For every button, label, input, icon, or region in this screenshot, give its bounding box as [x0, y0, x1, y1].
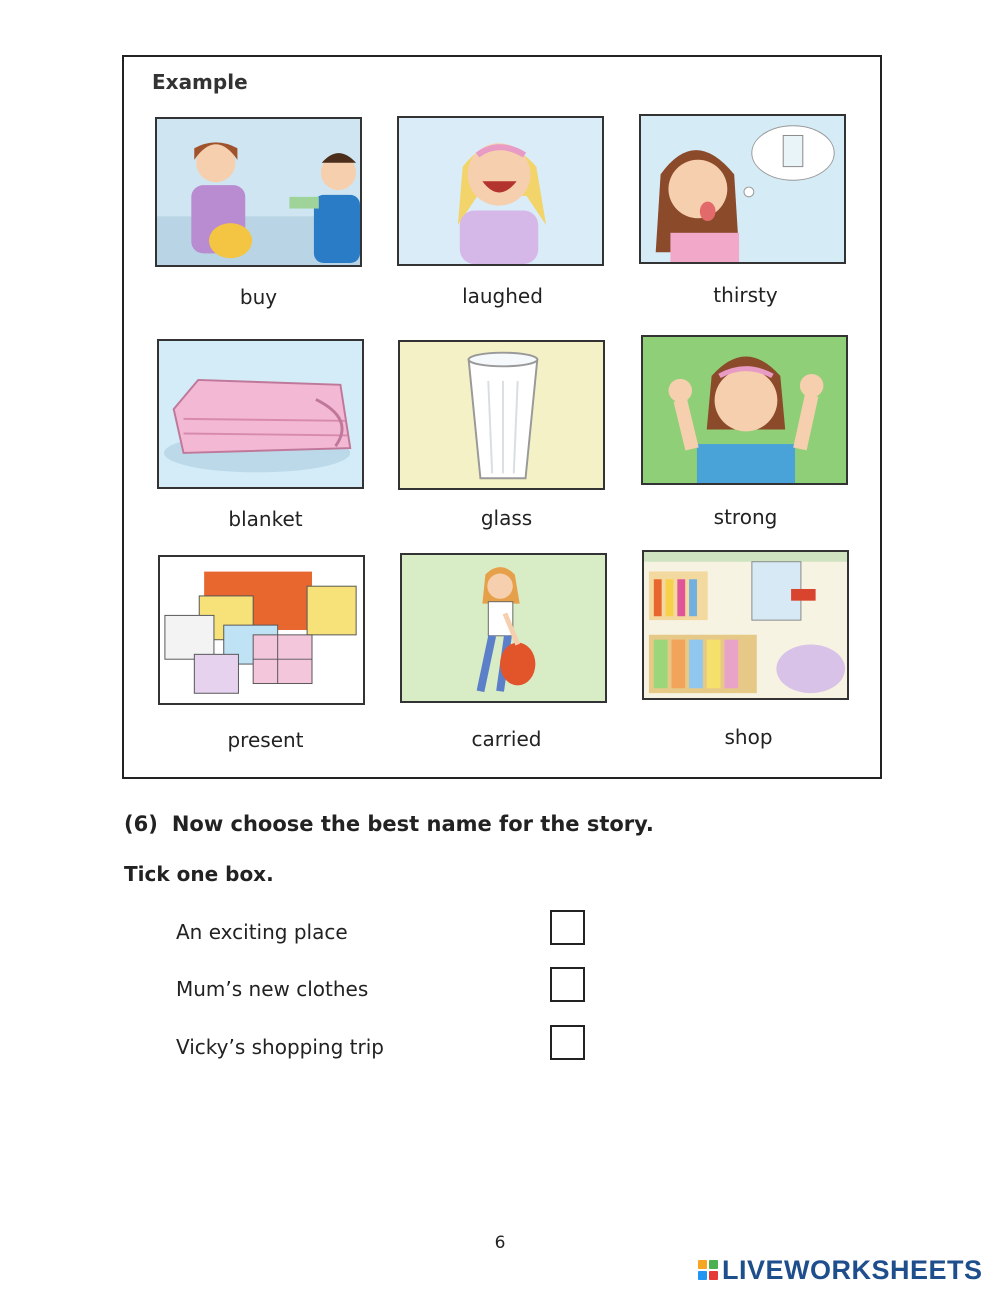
- question-text: Now choose the best name for the story.: [171, 812, 654, 836]
- word-laughed: laughed: [462, 284, 543, 308]
- option-label-1: An exciting place: [176, 920, 348, 944]
- word-present: present: [227, 728, 304, 752]
- option-checkbox-2[interactable]: [550, 967, 585, 1002]
- picture-glass: [398, 340, 605, 490]
- word-blanket: blanket: [228, 507, 303, 531]
- picture-shop: [642, 550, 849, 700]
- question-heading: [124, 812, 654, 836]
- option-label-2: Mum’s new clothes: [176, 977, 369, 1001]
- picture-strong: [641, 335, 848, 485]
- picture-buy: [155, 117, 362, 267]
- word-shop: shop: [724, 725, 773, 749]
- brand-icon: [698, 1260, 718, 1280]
- brand-text: LIVEWORKSHEETS: [722, 1254, 983, 1285]
- option-label-3: Vicky’s shopping trip: [176, 1035, 384, 1059]
- word-buy: buy: [239, 285, 278, 309]
- page-number: 6: [494, 1233, 506, 1253]
- option-checkbox-3[interactable]: [550, 1025, 585, 1060]
- liveworksheets-logo: [698, 1255, 983, 1285]
- picture-carried: [400, 553, 607, 703]
- picture-laughed: [397, 116, 604, 266]
- option-checkbox-1[interactable]: [550, 910, 585, 945]
- picture-thirsty: [639, 114, 846, 264]
- example-title: Example: [152, 70, 248, 94]
- question-instruction: Tick one box.: [124, 862, 274, 886]
- question-number: (6): [124, 812, 158, 836]
- word-strong: strong: [713, 505, 778, 529]
- word-thirsty: thirsty: [713, 283, 778, 307]
- word-glass: glass: [480, 506, 533, 530]
- picture-blanket: [157, 339, 364, 489]
- picture-present: [158, 555, 365, 705]
- word-carried: carried: [471, 727, 542, 751]
